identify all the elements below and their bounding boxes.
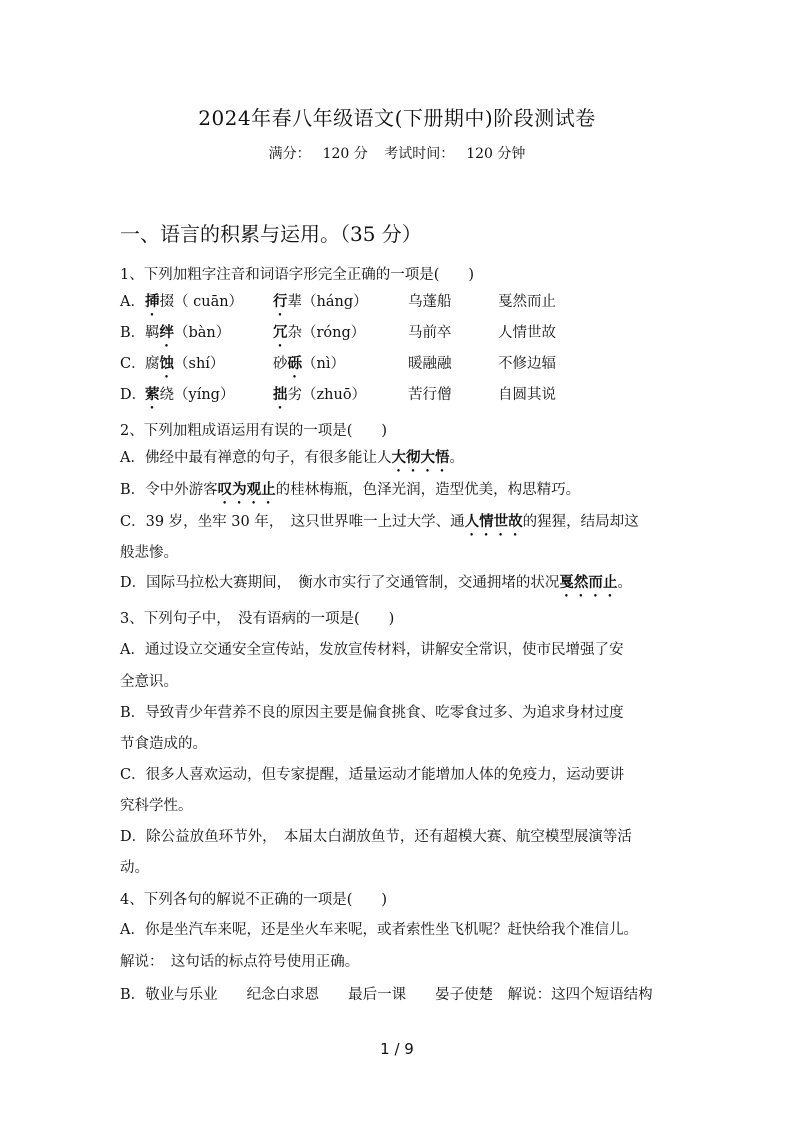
q2-option-a: A．佛经中最有禅意的句子，有很多能让人大彻大悟。 [120,449,464,466]
q1-d-word2: 拙劣（zhuō） [273,386,367,403]
q3-option-d: D．除公益放鱼环节外， 本届太白湖放鱼节，还有超模大赛、航空模型展演等活 [120,829,632,845]
score-value: 120 分 [322,146,368,162]
q4-option-a-explanation: 解说： 这句话的标点符号使用正确。 [120,954,360,970]
q4-option-b: B．敬业与乐业 纪念白求恩 最后一课 晏子使楚 解说：这四个短语结构 [120,987,653,1003]
time-label: 考试时间： [384,146,455,162]
time-value: 120 分钟 [466,146,526,162]
q2-stem: 2、下列加粗成语运用有误的一项是( ) [120,423,388,439]
q3-option-c-cont: 究科学性。 [120,798,193,814]
q2-option-c: C．39 岁，坐牢 30 年， 这只世界唯一上过大学、通人情世故的猩猩，结局却这 [120,513,639,530]
q1-d-prefix: D． [120,387,147,403]
q1-a-word1: 揷掇（ cuān） [145,293,244,310]
q3-option-b-cont: 节食造成的。 [120,736,207,752]
q1-d-word3: 苦行僧 [408,387,452,403]
q1-d-word1: 萦绕（yíng） [145,386,235,403]
q4-option-a: A．你是坐汽车来呢，还是坐火车来呢，或者索性坐飞机呢？赶快给我个准信儿。 [120,922,638,938]
q3-option-a-cont: 全意识。 [120,674,178,690]
q2-option-c-cont: 般悲惨。 [120,545,178,561]
q3-option-b: B．导致青少年营养不良的原因主要是偏食挑食、吃零食过多、为追求身材过度 [120,705,624,721]
exam-info [0,143,794,163]
q1-b-word4: 人情世故 [498,325,556,341]
q2-option-b: B．令中外游客叹为观止的桂林梅瓶，色泽光润，造型优美，构思精巧。 [120,481,581,498]
q1-a-prefix: A． [120,294,145,310]
section-heading: 一、语言的积累与运用。（35 分） [120,222,422,246]
q3-option-d-cont: 动。 [120,860,149,876]
q1-c-word1: 腐蚀（shí） [145,355,225,372]
score-label: 满分： [268,146,311,162]
q1-c-word2: 砂砾（nì） [273,355,345,372]
q3-stem: 3、下列句子中， 没有语病的一项是( ) [120,611,395,627]
q3-option-c: C．很多人喜欢运动，但专家提醒，适量运动才能增加人体的免疫力，运动要讲 [120,767,625,783]
q1-c-word4: 不修边辐 [498,356,556,372]
q1-b-prefix: B． [120,325,146,341]
q4-stem: 4、下列各句的解说不正确的一项是( ) [120,892,388,908]
q1-d-word4: 自圆其说 [498,387,556,403]
q3-option-a: A．通过设立交通安全宣传站，发放宣传材料，讲解安全常识，使市民增强了安 [120,642,624,658]
q1-a-word3: 乌蓬船 [408,294,452,310]
exam-title: 2024年春八年级语文(下册期中)阶段测试卷 [198,106,596,130]
q1-c-prefix: C． [120,356,146,372]
q1-b-word3: 马前卒 [408,325,452,341]
q1-b-word1: 羁绊（bàn） [145,324,231,341]
q1-a-word4: 戛然而止 [498,294,556,310]
q1-a-word2: 行辈（háng） [273,293,368,310]
q2-option-d: D．国际马拉松大赛期间， 衡水市实行了交通管制，交通拥堵的状况戛然而止。 [120,574,632,591]
page-number: 1 / 9 [380,1040,414,1058]
q1-stem: 1、下列加粗字注音和词语字形完全正确的一项是( ) [120,267,475,283]
q1-b-word2: 冗杂（róng） [273,324,366,341]
q1-c-word3: 暖融融 [408,356,452,372]
